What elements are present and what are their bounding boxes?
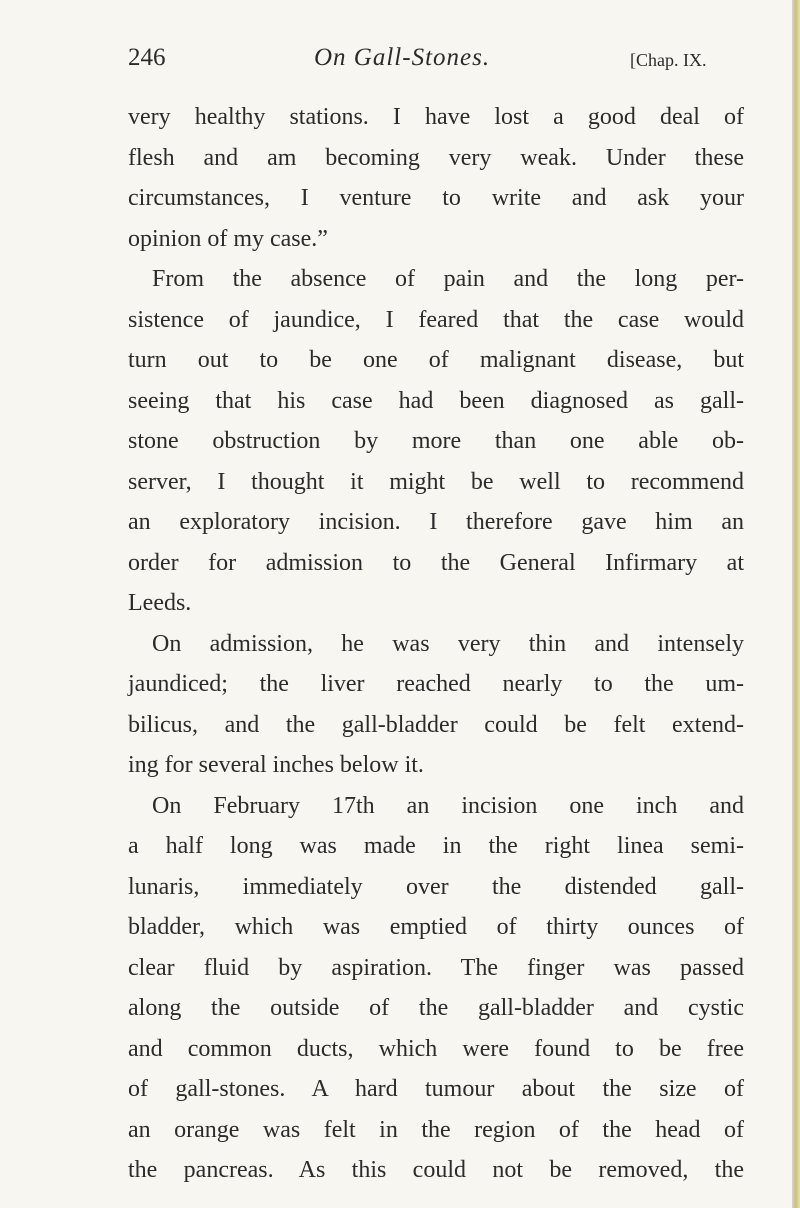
text-line: ing for several inches below it. (128, 752, 424, 778)
text-line: and common ducts, which were found to be free (128, 1035, 744, 1062)
text-line: of gall-stones. A hard tumour about the size of (128, 1076, 744, 1102)
page-edge (792, 0, 800, 1208)
text-line: circumstances, I venture to write and ask your (128, 185, 744, 211)
text-line: lunaris, immediately over the distended gall- (128, 873, 744, 900)
text-line: clear fluid by aspiration. The finger was passed (128, 954, 744, 981)
text-line: bilicus, and the gall-bladder could be felt extend- (128, 711, 744, 738)
text-line: a half long was made in the right linea semi- (128, 833, 744, 859)
text-line: an exploratory incision. I therefore gave him an (128, 509, 744, 535)
text-line: seeing that his case had been diagnosed as gall- (128, 387, 744, 414)
text-line: an orange was felt in the region of the head of (128, 1116, 744, 1143)
text-line: From the absence of pain and the long per- (152, 266, 744, 292)
running-title: On Gall-Stones. (314, 44, 491, 71)
chapter-reference: [Chap. IX. (630, 50, 707, 70)
page-header (128, 44, 748, 84)
text-line: server, I thought it might be well to recommend (128, 468, 744, 495)
text-line: Leeds. (128, 590, 192, 616)
text-line: bladder, which was emptied of thirty ounces of (128, 914, 744, 940)
text-line: order for admission to the General Infirmary at (128, 549, 744, 576)
text-line: jaundiced; the liver reached nearly to the um- (128, 671, 744, 697)
text-line: flesh and am becoming very weak. Under these (128, 144, 744, 171)
text-line: turn out to be one of malignant disease, but (128, 347, 744, 373)
text-line: On admission, he was very thin and intensely (152, 630, 744, 657)
text-line: stone obstruction by more than one able ob- (128, 428, 744, 454)
body-text (128, 97, 744, 1191)
text-line: sistence of jaundice, I feared that the case would (128, 306, 744, 333)
page-number: 246 (128, 44, 166, 71)
text-line: On February 17th an incision one inch and (152, 792, 744, 819)
text-line: very healthy stations. I have lost a good deal of (128, 104, 744, 130)
text-line: the pancreas. As this could not be removed, the (128, 1157, 744, 1183)
text-line: along the outside of the gall-bladder and cystic (128, 995, 744, 1021)
text-line: opinion of my case.” (128, 225, 328, 252)
